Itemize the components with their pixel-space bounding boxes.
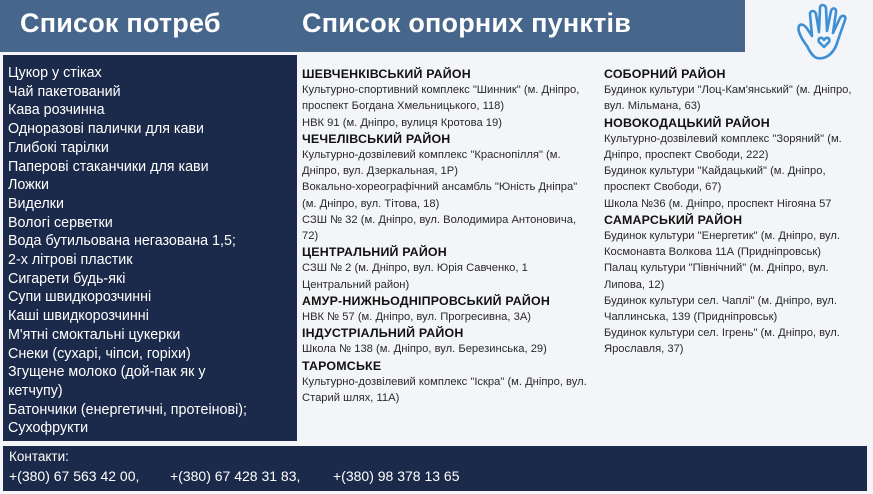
needs-item: Ложки: [8, 177, 49, 194]
needs-item: Згущене молоко (дой-пак як у: [8, 364, 206, 381]
district-heading: НОВОКОДАЦЬКИЙ РАЙОН: [604, 115, 770, 130]
point-entry: Культурно-дозвілевий комплекс "Краснопілля" (м. Дніпро, вул. Дзеркальная, 1Р): [302, 149, 561, 178]
needs-item: Кава розчинна: [8, 102, 105, 119]
contacts-bar: [3, 446, 867, 491]
needs-item: Батончики (енергетичні, протеінові);: [8, 401, 247, 418]
point-entry: Культурно-дозвілевий комплекс "Зоряний" (м. Дніпро, проспект Свободи, 222): [604, 132, 842, 162]
title-bar: [0, 0, 745, 52]
point-entry: НВК № 57 (м. Дніпро, вул. Прогресивна, 3А): [302, 311, 532, 324]
point-entry: Школа № 138 (м. Дніпро, вул. Березинська, 29): [302, 343, 547, 356]
needs-item: Каші швидкорозчинні: [8, 308, 149, 325]
point-entry: Будинок культури сел. Чаплі" (м. Дніпро, вул. Чаплинська, 139 (Придніпровськ): [604, 294, 837, 324]
district-heading: ІНДУСТРІАЛЬНИЙ РАЙОН: [302, 326, 464, 341]
points-column-left: [302, 66, 592, 406]
needs-list: [8, 64, 294, 438]
district-heading: АМУР-НИЖНЬОДНІПРОВСЬКИЙ РАЙОН: [302, 293, 551, 308]
district-heading: ШЕВЧЕНКІВСЬКИЙ РАЙОН: [302, 67, 471, 81]
needs-item: Одноразові палички для кави: [8, 121, 205, 138]
district-heading: ТАРОМСЬКЕ: [302, 358, 382, 373]
hand-heart-icon: [793, 2, 869, 64]
points-title: Список опорних пунктів: [302, 8, 632, 38]
needs-item: М'ятні смоктальні цукерки: [8, 326, 181, 343]
point-entry: Будинок культури "Лоц-Кам'янський" (м. Дніпро, вул. Мільмана, 63): [604, 84, 852, 113]
point-entry: СЗШ № 2 (м. Дніпро, вул. Юрія Савченко, 1 Центральний район): [302, 262, 528, 291]
point-entry: Палац культури "Північний" (м. Дніпро, вул. Липова, 12): [604, 262, 829, 291]
point-entry: НВК 91 (м. Дніпро, вулиця Кротова 19): [302, 116, 502, 129]
point-entry: Будинок культури "Кайдацький" (м. Дніпро, проспект Свободи, 67): [604, 165, 826, 194]
phone-number[interactable]: +(380) 67 428 31 83,: [170, 468, 301, 484]
points-column-right: [604, 66, 866, 358]
point-entry: Культурно-дозвілевий комплекс "Іскра" (м. Дніпро, вул. Старий шлях, 11А): [302, 375, 587, 405]
needs-item: Цукор у стіках: [8, 65, 102, 81]
needs-item: Сигарети будь-які: [8, 270, 126, 287]
district-heading: САМАРСЬКИЙ РАЙОН: [604, 212, 743, 227]
point-entry: Школа №36 (м. Дніпро, проспект Нігояна 57: [604, 197, 832, 210]
needs-item: Вода бутильована негазована 1,5;: [8, 233, 236, 250]
point-entry: СЗШ № 32 (м. Дніпро, вул. Володимира Антоновича, 72): [302, 213, 577, 243]
point-entry: Будинок культури сел. Ігрень" (м. Дніпро, вул. Ярославля, 37): [604, 327, 840, 356]
needs-item: Супи швидкорозчинні: [8, 289, 152, 306]
needs-item: Снеки (сухарі, чіпси, горіхи): [8, 345, 191, 362]
needs-item: Паперові стаканчики для кави: [8, 158, 209, 175]
needs-item: Вологі серветки: [8, 214, 113, 231]
needs-item: 2-х літрові пластик: [8, 252, 133, 269]
contacts-label: Контакти:: [9, 449, 69, 464]
point-entry: Будинок культури "Енергетик" (м. Дніпро, вул. Космонавта Волкова 11А (Придніпровськ): [604, 230, 841, 259]
district-heading: ЦЕНТРАЛЬНИЙ РАЙОН: [302, 245, 447, 260]
phone-number[interactable]: +(380) 98 378 13 65: [333, 468, 460, 484]
district-heading: ЧЕЧЕЛІВСЬКИЙ РАЙОН: [302, 131, 451, 146]
point-entry: Вокально-хореографічний ансамбль "Юність Дніпра" (м. Дніпро, вул. Тітова, 18): [302, 181, 578, 210]
needs-title: Список потреб: [20, 8, 221, 38]
needs-item: Сухофрукти: [8, 420, 89, 437]
needs-item: Чай пакетований: [8, 83, 121, 100]
phone-number[interactable]: +(380) 67 563 42 00,: [9, 468, 140, 484]
point-entry: Культурно-спортивний комплекс "Шинник" (м. Дніпро, проспект Богдана Хмельницького, 118): [302, 84, 580, 113]
needs-item: Виделки: [8, 195, 64, 212]
needs-item: Глибокі тарілки: [8, 139, 109, 156]
district-heading: СОБОРНИЙ РАЙОН: [604, 67, 726, 81]
needs-item: кетчупу): [8, 382, 63, 399]
